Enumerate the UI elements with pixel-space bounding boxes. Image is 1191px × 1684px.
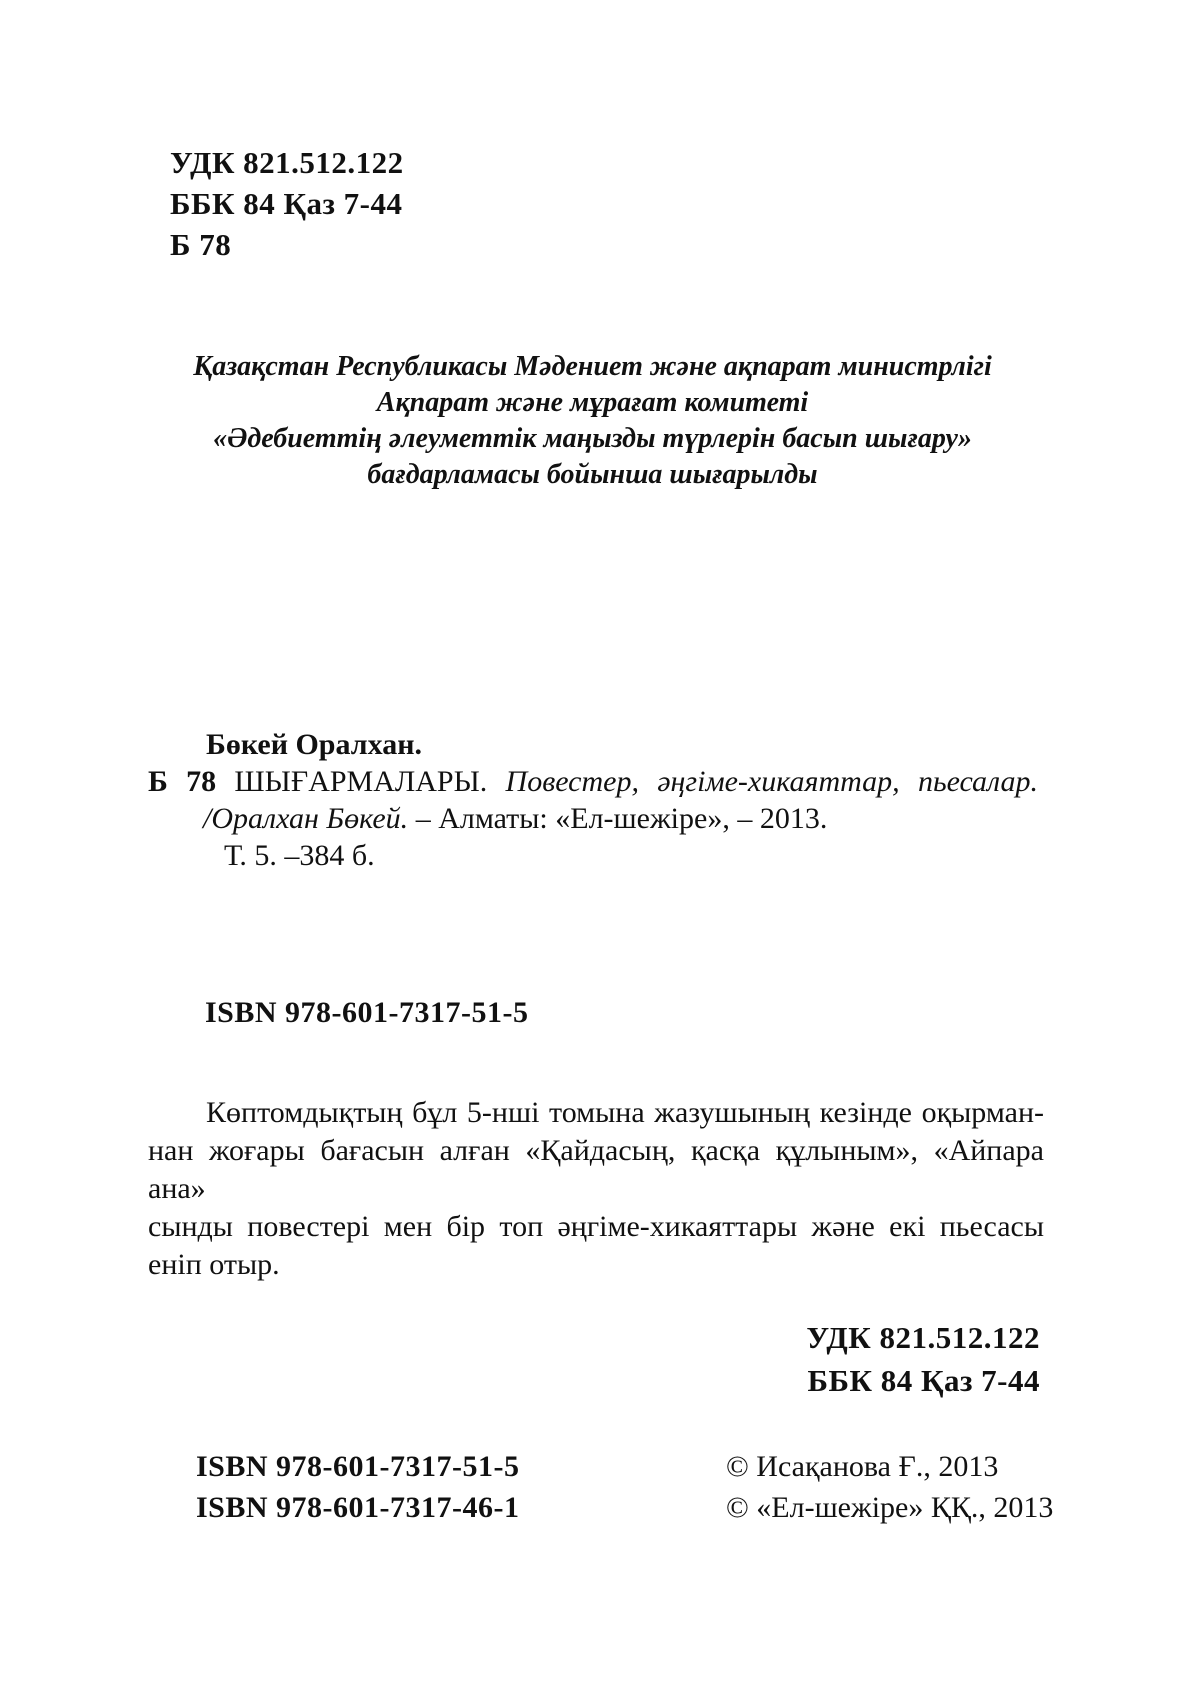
imprint-isbn-1: ISBN 978-601-7317-51-5 — [196, 1450, 520, 1483]
annotation-line-3: сынды повестері мен бір топ әңгіме-хикаяттары және екі пьесасы — [148, 1210, 1044, 1243]
catalog-byline-publisher: – Алматы: «Ел-шежіре», – 2013. — [415, 802, 828, 835]
imprint-isbn-2: ISBN 978-601-7317-46-1 — [196, 1491, 520, 1524]
classification-codes-bottom — [640, 1316, 1040, 1402]
copyright-line-1: © Исақанова Ғ., 2013 — [726, 1450, 999, 1483]
ministry-line-4: бағдарламасы бойынша шығарылды — [367, 459, 818, 490]
catalog-author: Бөкей Оралхан. — [206, 728, 422, 761]
bbk-code-bottom: ББК 84 Қаз 7-44 — [807, 1363, 1040, 1398]
ministry-line-1: Қазақстан Республикасы Мәдениет және ақпарат министрлігі — [193, 351, 992, 382]
catalog-volume: Т. 5. –384 б. — [224, 839, 375, 872]
ministry-program-block — [140, 349, 1045, 493]
udc-code-bottom: УДК 821.512.122 — [806, 1320, 1040, 1355]
classification-codes-top — [170, 142, 404, 265]
catalog-byline-author: /Оралхан Бөкей. — [203, 802, 409, 835]
annotation-line-2: нан жоғары бағасын алған «Қайдасың, қасқа құлыным», «Айпара ана» — [148, 1134, 1044, 1205]
catalog-entry — [148, 726, 1038, 874]
copyright-line-2: © «Ел-шежіре» ҚҚ., 2013 — [726, 1491, 1054, 1524]
catalog-subtitle: Повестер, әңгіме-хикаяттар, пьесалар. — [505, 765, 1039, 798]
ministry-line-2: Ақпарат және мұрағат комитеті — [376, 387, 809, 418]
annotation-line-4: еніп отыр. — [148, 1248, 280, 1281]
imprint-isbn-block — [196, 1446, 520, 1528]
annotation-paragraph — [148, 1094, 1044, 1284]
bbk-code-top: ББК 84 Қаз 7-44 — [170, 186, 403, 221]
book-code-top: Б 78 — [170, 227, 232, 262]
ministry-line-3: «Әдебиеттің әлеуметтік маңызды түрлерін басып шығару» — [213, 423, 972, 454]
catalog-title-line — [148, 763, 1038, 800]
annotation-line-1: Көптомдықтың бұл 5-нші томына жазушының кезінде оқырман- — [206, 1096, 1044, 1129]
catalog-entry-code: Б 78 — [148, 765, 217, 798]
isbn-main: ISBN 978-601-7317-51-5 — [205, 996, 529, 1029]
catalog-byline — [148, 800, 1038, 837]
udc-code-top: УДК 821.512.122 — [170, 145, 404, 180]
catalog-title: ШЫҒАРМАЛАРЫ. — [234, 765, 488, 798]
imprint-copyright-block — [726, 1446, 1053, 1528]
